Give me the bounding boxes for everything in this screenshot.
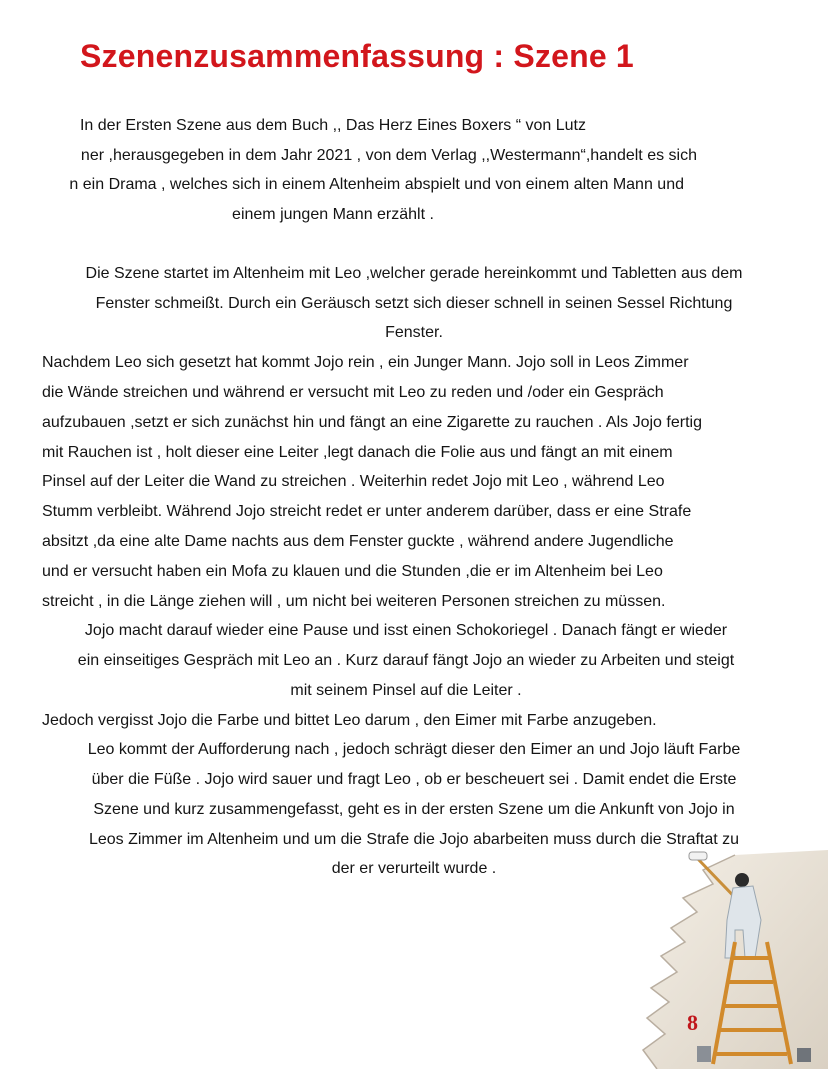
intro-line: n ein Drama , welches sich in einem Altenheim abspielt und von einem alten Mann und (69, 176, 684, 193)
body-line: der er verurteilt wurde . (331, 860, 497, 877)
body-line: absitzt ,da eine alte Dame nachts aus dem Fenster guckte , während andere Jugendliche (42, 533, 674, 550)
page-number: 8 (687, 1010, 698, 1035)
body-line: Jojo macht darauf wieder eine Pause und isst einen Schokoriegel . Danach fängt er wieder (84, 622, 728, 639)
body-line: Fenster schmeißt. Durch ein Geräusch setzt sich dieser schnell in seinen Sessel Richtung (95, 295, 733, 312)
body-line: Die Szene startet im Altenheim mit Leo ,welcher gerade hereinkommt und Tabletten aus dem (85, 265, 743, 282)
intro-line: ner ,herausgegeben in dem Jahr 2021 , von dem Verlag ,,Westermann“,handelt es sich (80, 147, 697, 164)
body-line: Leos Zimmer im Altenheim und um die Strafe die Jojo abarbeiten muss durch die Straftat zu (88, 831, 740, 848)
body-line: die Wände streichen und während er versucht mit Leo zu reden und /oder ein Gespräch (42, 384, 664, 401)
paint-roller (689, 852, 707, 860)
intro-line: In der Ersten Szene aus dem Buch ,, Das Herz Eines Boxers “ von Lutz (79, 117, 586, 134)
paint-can (697, 1046, 711, 1062)
page-title: Szenenzusammenfassung : Szene 1 (80, 38, 634, 74)
body-line: mit seinem Pinsel auf die Leiter . (290, 682, 522, 699)
body-line: und er versucht haben ein Mofa zu klauen und die Stunden ,die er im Altenheim bei Leo (42, 563, 663, 580)
body-line: Nachdem Leo sich gesetzt hat kommt Jojo rein , ein Junger Mann. Jojo soll in Leos Zimmer (42, 354, 689, 371)
painter-head (735, 873, 749, 887)
intro-line: einem jungen Mann erzählt . (232, 206, 434, 223)
painter-illustration (585, 850, 828, 1069)
body-line: Pinsel auf der Leiter die Wand zu streichen . Weiterhin redet Jojo mit Leo , während Leo (42, 473, 665, 490)
body-line: Leo kommt der Aufforderung nach , jedoch schrägt dieser den Eimer an und Jojo läuft Farbe (87, 741, 741, 758)
body-line: aufzubauen ,setzt er sich zunächst hin und fängt an eine Zigarette zu rauchen . Als Jojo fertig (42, 414, 702, 431)
body-line: Fenster. (385, 324, 443, 341)
body-line: mit Rauchen ist , holt dieser eine Leiter ,legt danach die Folie aus und fängt an mit einem (42, 444, 673, 461)
body-line: Stumm verbleibt. Während Jojo streicht redet er unter anderem darüber, dass er eine Strafe (42, 503, 692, 520)
paint-can (797, 1048, 811, 1062)
body-line: über die Füße . Jojo wird sauer und fragt Leo , ob er bescheuert sei . Damit endet die Erste (91, 771, 737, 788)
body-line: Szene und kurz zusammengefasst, geht es in der ersten Szene um die Ankunft von Jojo in (93, 801, 735, 818)
body-line: streicht , in die Länge ziehen will , um nicht bei weiteren Personen streichen zu müssen. (42, 593, 666, 610)
body-line: Jedoch vergisst Jojo die Farbe und bittet Leo darum , den Eimer mit Farbe anzugeben. (42, 712, 657, 729)
body-line: ein einseitiges Gespräch mit Leo an . Kurz darauf fängt Jojo an wieder zu Arbeiten und steigt (77, 652, 735, 669)
